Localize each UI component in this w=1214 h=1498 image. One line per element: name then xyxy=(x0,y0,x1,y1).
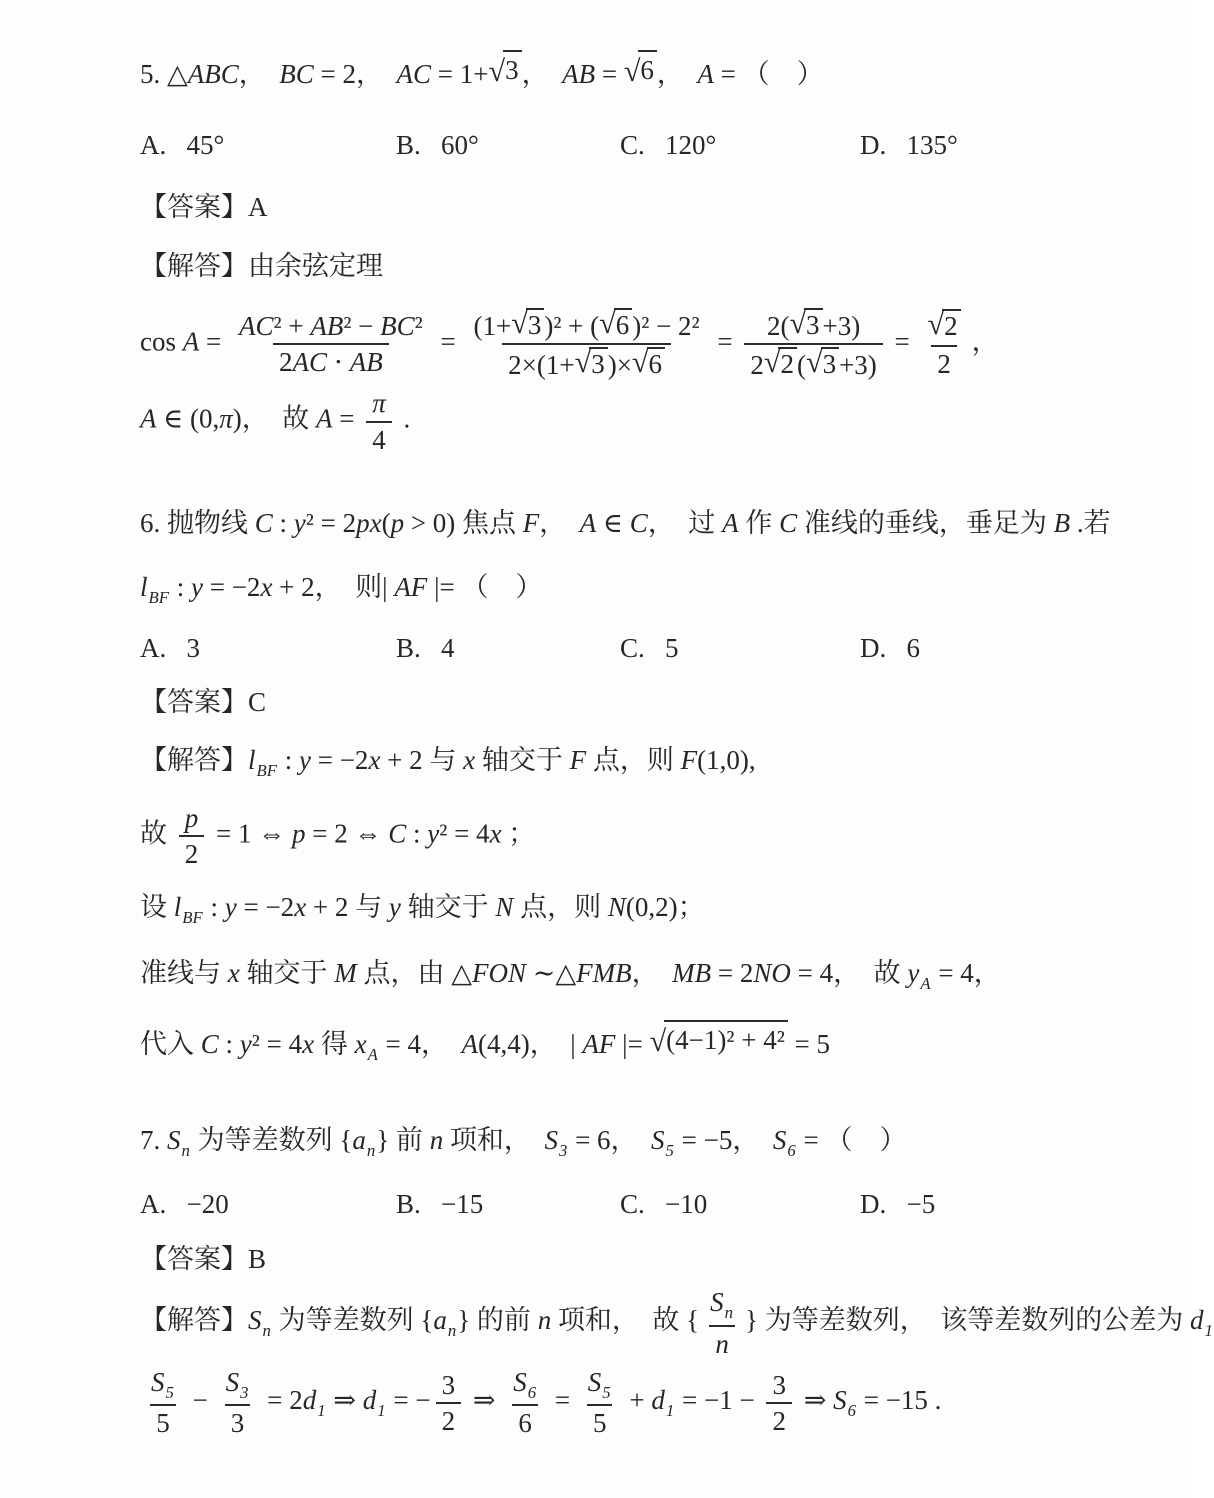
answer-value: C xyxy=(248,687,267,718)
question-6-option-a: A. 3 xyxy=(140,632,200,663)
question-7-solution-line2: $\frac{S_5}{5}$ − $\frac{S_3}{3}$ = $2d_1$ ⇒ $d_1$ = − $\frac{3}{2}$ ⇒ $\frac{S_6}{6}$ = $\frac{S_5}{5}$ + $d_1 = -1$ − $\frac{3}{2}$ ⇒ $S_6 = -15$ . xyxy=(151,1367,942,1439)
question-5-option-d: D. 135° xyxy=(860,129,958,160)
question-7-options xyxy=(140,1186,1130,1222)
question-7-option-a: A. −20 xyxy=(140,1189,229,1220)
question-5-options xyxy=(140,127,1130,163)
question-7-option-d: D. −5 xyxy=(860,1189,936,1220)
question-7-answer xyxy=(140,1241,1130,1277)
question-6-answer xyxy=(140,684,1130,720)
answer-label: 【答案】 xyxy=(140,192,248,223)
question-7 xyxy=(140,1122,1213,1439)
answer-value: A xyxy=(248,192,268,223)
question-7-option-b: B. −15 xyxy=(396,1189,484,1220)
question-7-stem: 7. $S_n$ 为等差数列 $\{a_n\}$ 前 n 项和， $S_3 = 6$， $S_5 = -5$， $S_6$ = （ ） xyxy=(140,1125,907,1160)
question-5-answer xyxy=(140,189,1130,225)
answer-label: 【答案】 xyxy=(140,687,248,718)
question-6-solution-line3: 设 $l_{BF}$ : y = −2x + 2 与 y 轴交于 N 点，则 N(0,2)； xyxy=(140,892,705,927)
question-6-option-c: C. 5 xyxy=(620,632,679,663)
question-5-option-c: C. 120° xyxy=(620,129,717,160)
question-5-option-b: B. 60° xyxy=(396,129,479,160)
question-5-conclusion: A ∈ (0,π)， 故 A = $\frac{\pi}{4}$ . xyxy=(140,388,411,455)
question-6-option-b: B. 4 xyxy=(396,632,455,663)
answer-label: 【答案】 xyxy=(140,1243,248,1274)
question-6-stem: 6. 抛物线 C : y² = 2px(p > 0) 焦点 F， A ∈ C， 过 A 作 C 准线的垂线，垂足为 B .若 xyxy=(140,507,1111,538)
question-5-cosine-formula: cos A = $\frac{\text{AC² + AB² − BC²}}{2AC \cdot AB}$ = (1+ √ 3 )² + ( √ 6 )² − 2² 2×(1+ √ 3 )× √ 6 = 2( √ 3 +3) 2 √ 2 ( √ 3 +3) = √ 2 2 ， xyxy=(140,305,999,381)
question-6-stem-line2: $l_{BF}$ : y = −2x + 2， 则| AF |= （ ） xyxy=(140,572,543,608)
question-6-solution-line5: 代入 C : y² = 4x 得 $x_A = 4$， A(4,4)， | AF |= √ (4−1)² + 4² = 5 xyxy=(140,1020,1130,1066)
question-6-solution-line2: 故 $\frac{p}{2}$ = 1 ⇔ p = 2 ⇔ C : y² = 4x ； xyxy=(140,802,536,869)
question-6 xyxy=(140,505,1130,1066)
question-7-solution-line1: 【解答】$S_n$ 为等差数列 $\{a_n\}$ 的前 n 项和， 故 { $\frac{S_n}{n}$ } 为等差数列， 该等差数列的公差为 $d_1$ xyxy=(140,1287,1213,1359)
question-5-option-a: A. 45° xyxy=(140,129,225,160)
question-6-solution-line1: 【解答】$l_{BF}$ : y = −2x + 2 与 x 轴交于 F 点，则 F(1,0), xyxy=(140,745,756,781)
question-6-options xyxy=(140,630,1130,666)
question-5-solution-intro: 【解答】由余弦定理 xyxy=(140,250,383,281)
question-5 xyxy=(140,50,1130,455)
question-5-stem: 5. △ABC， BC = 2， AC = 1+ √ 3 ， AB = √ 6 ， A = （ ） xyxy=(140,50,1130,93)
question-6-solution-line4: 准线与 x 轴交于 M 点，由 △FON ∼△FMB， MB = 2NO = 4， 故 $y_A = 4$， xyxy=(140,958,1001,994)
answer-value: B xyxy=(248,1243,267,1274)
question-6-option-d: D. 6 xyxy=(860,632,920,663)
question-7-option-c: C. −10 xyxy=(620,1189,708,1220)
